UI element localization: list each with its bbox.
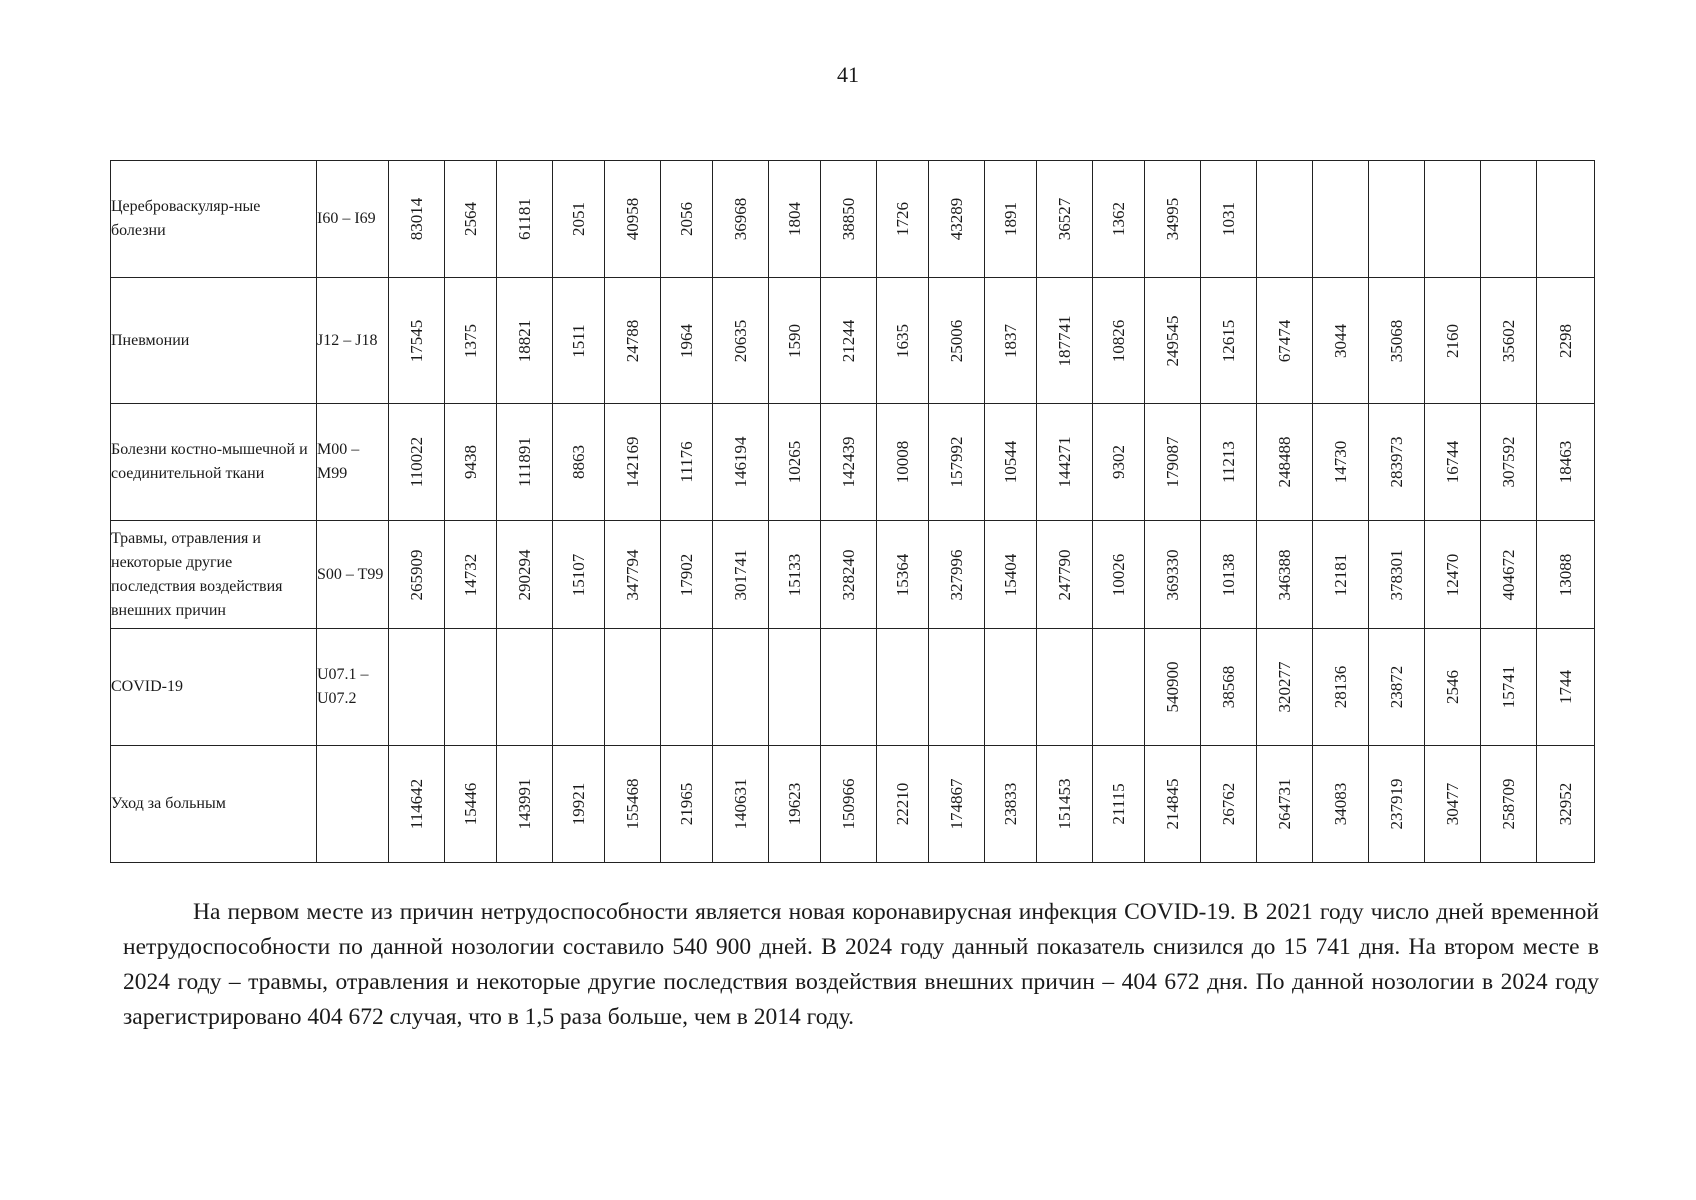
cell-value: 143991 <box>514 778 534 830</box>
cell-value: 10826 <box>1108 319 1128 362</box>
table-cell <box>1369 746 1425 863</box>
row-icd-code <box>317 746 389 863</box>
table-cell <box>605 161 661 278</box>
cell-value: 18821 <box>514 319 534 362</box>
cell-value: 540900 <box>1162 661 1182 713</box>
cell-value: 43289 <box>946 197 966 241</box>
table-cell <box>1537 521 1595 629</box>
table-cell <box>821 161 877 278</box>
cell-value: 40958 <box>622 197 642 241</box>
table-cell <box>605 278 661 404</box>
table-cell <box>821 521 877 629</box>
cell-value: 1837 <box>1000 323 1020 358</box>
table-cell <box>1313 521 1369 629</box>
cell-value: 17902 <box>676 553 696 596</box>
cell-value: 35602 <box>1498 319 1518 362</box>
cell-value: 36968 <box>730 197 750 241</box>
table-cell <box>1481 161 1537 278</box>
table-cell <box>553 404 605 521</box>
cell-value: 2564 <box>460 202 480 236</box>
cell-value: 11176 <box>676 441 696 483</box>
cell-value: 32952 <box>1555 782 1575 826</box>
table-cell <box>769 629 821 746</box>
table-row <box>111 629 1595 746</box>
table-cell <box>1425 161 1481 278</box>
cell-value: 15107 <box>568 553 588 596</box>
table-cell <box>1201 521 1257 629</box>
cell-value: 3044 <box>1330 323 1350 358</box>
table-cell <box>929 521 985 629</box>
cell-value: 114642 <box>406 778 426 830</box>
table-cell <box>1481 404 1537 521</box>
body-paragraph: На первом месте из причин нетрудоспособности является новая коронавирусная инфекция COVID-19. В 2021 году число дней временной нетрудоспособности по данной нозологии составило 540 900 дней. В 2024 году данный показатель снизился до 15 741 дня. На втором месте в 2024 году – травмы, отравления и некоторые другие последствия воздействия внешних причин – 404 672 дня. По данной нозологии в 2024 году зарегистрировано 404 672 случая, что в 1,5 раза больше, чем в 2014 году. <box>123 899 1599 1030</box>
table-cell <box>389 629 445 746</box>
table-cell <box>1201 629 1257 746</box>
cell-value: 15364 <box>892 553 912 596</box>
cell-value: 25006 <box>946 319 966 362</box>
cell-value: 249545 <box>1162 315 1182 366</box>
cell-value: 144271 <box>1054 436 1074 488</box>
table-cell <box>1313 161 1369 278</box>
table-cell <box>1425 629 1481 746</box>
cell-value: 307592 <box>1498 436 1518 488</box>
table-cell <box>497 278 553 404</box>
cell-value: 248488 <box>1274 436 1294 488</box>
table-cell <box>1313 278 1369 404</box>
cell-value: 179087 <box>1162 436 1182 488</box>
table-cell <box>497 629 553 746</box>
table-cell <box>1369 404 1425 521</box>
table-row <box>111 746 1595 863</box>
table-cell <box>1537 629 1595 746</box>
row-icd-code: U07.1 – U07.2 <box>317 629 389 746</box>
table-cell <box>1145 521 1201 629</box>
table-cell <box>1093 161 1145 278</box>
table-cell <box>769 521 821 629</box>
cell-value: 2160 <box>1442 323 1462 358</box>
cell-value: 1590 <box>784 323 804 358</box>
cell-value: 15741 <box>1498 665 1518 709</box>
cell-value: 2298 <box>1555 323 1575 358</box>
cell-value: 67474 <box>1274 319 1294 362</box>
table-cell <box>713 746 769 863</box>
table-row <box>111 161 1595 278</box>
table-cell <box>661 629 713 746</box>
cell-value: 301741 <box>730 549 750 600</box>
table-cell <box>713 278 769 404</box>
table-cell <box>1257 629 1313 746</box>
cell-value: 1511 <box>568 323 588 358</box>
table-cell <box>1145 278 1201 404</box>
cell-value: 1635 <box>892 323 912 358</box>
cell-value: 34995 <box>1162 197 1182 241</box>
cell-value: 328240 <box>838 549 858 600</box>
table-cell <box>877 521 929 629</box>
cell-value: 20635 <box>730 319 750 362</box>
table-cell <box>1201 746 1257 863</box>
table-cell <box>1145 161 1201 278</box>
table-cell <box>769 404 821 521</box>
cell-value: 140631 <box>730 778 750 830</box>
cell-value: 12470 <box>1442 553 1462 596</box>
table-cell <box>929 161 985 278</box>
table-cell <box>929 404 985 521</box>
cell-value: 14732 <box>460 553 480 596</box>
table-cell <box>389 521 445 629</box>
cell-value: 2546 <box>1442 670 1462 704</box>
cell-value: 151453 <box>1054 778 1074 830</box>
table-cell <box>1201 404 1257 521</box>
table-cell <box>1313 629 1369 746</box>
table-cell <box>1481 746 1537 863</box>
cell-value: 2056 <box>676 202 696 236</box>
table-cell <box>1369 161 1425 278</box>
table-cell <box>1537 161 1595 278</box>
row-icd-code: S00 – T99 <box>317 521 389 629</box>
table-cell <box>713 521 769 629</box>
cell-value: 12615 <box>1218 319 1238 362</box>
table-cell <box>1037 521 1093 629</box>
cell-value: 214845 <box>1162 778 1182 830</box>
row-disease-name: Уход за больным <box>111 746 317 863</box>
cell-value: 1362 <box>1108 202 1128 236</box>
table-cell <box>1425 746 1481 863</box>
row-icd-code: J12 – J18 <box>317 278 389 404</box>
cell-value: 187741 <box>1054 315 1074 366</box>
table-cell <box>661 521 713 629</box>
cell-value: 1891 <box>1000 202 1020 236</box>
cell-value: 237919 <box>1386 778 1406 830</box>
table-cell <box>985 746 1037 863</box>
cell-value: 26762 <box>1218 782 1238 826</box>
table-cell <box>1037 278 1093 404</box>
row-disease-name: Пневмонии <box>111 278 317 404</box>
table-cell <box>1093 629 1145 746</box>
cell-value: 15404 <box>1000 553 1020 596</box>
cell-value: 1031 <box>1218 202 1238 236</box>
cell-value: 265909 <box>406 549 426 600</box>
cell-value: 23872 <box>1386 665 1406 709</box>
table-cell <box>605 521 661 629</box>
cell-value: 142169 <box>622 436 642 488</box>
table-cell <box>713 404 769 521</box>
table-cell <box>445 278 497 404</box>
cell-value: 19623 <box>784 782 804 826</box>
table-cell <box>661 746 713 863</box>
table-cell <box>1425 404 1481 521</box>
cell-value: 1744 <box>1555 670 1575 704</box>
table-cell <box>605 404 661 521</box>
table-cell <box>497 746 553 863</box>
table-cell <box>1093 404 1145 521</box>
table-cell <box>1257 746 1313 863</box>
table-cell <box>1537 278 1595 404</box>
table-cell <box>929 746 985 863</box>
cell-value: 35068 <box>1386 319 1406 362</box>
cell-value: 378301 <box>1386 549 1406 600</box>
cell-value: 1964 <box>676 323 696 358</box>
table-cell <box>1537 746 1595 863</box>
cell-value: 34083 <box>1330 782 1350 826</box>
cell-value: 110022 <box>406 436 426 488</box>
cell-value: 23833 <box>1000 782 1020 826</box>
table-cell <box>821 629 877 746</box>
table-cell <box>1369 278 1425 404</box>
cell-value: 10008 <box>892 440 912 484</box>
table-cell <box>389 161 445 278</box>
table-cell <box>1257 161 1313 278</box>
cell-value: 157992 <box>946 436 966 488</box>
table-cell <box>389 278 445 404</box>
cell-value: 30477 <box>1442 782 1462 826</box>
cell-value: 347794 <box>622 549 642 600</box>
table-cell <box>1201 161 1257 278</box>
table-cell <box>985 278 1037 404</box>
cell-value: 10544 <box>1000 440 1020 484</box>
cell-value: 36527 <box>1054 197 1074 241</box>
row-disease-name: Цереброваскуляр-ные болезни <box>111 161 317 278</box>
table-cell <box>1481 278 1537 404</box>
table-row <box>111 404 1595 521</box>
cell-value: 21244 <box>838 319 858 362</box>
table-cell <box>985 404 1037 521</box>
table-cell <box>1369 521 1425 629</box>
table-cell <box>985 521 1037 629</box>
table-cell <box>1093 746 1145 863</box>
table-cell <box>821 278 877 404</box>
table-cell <box>1037 404 1093 521</box>
table-cell <box>713 161 769 278</box>
table-cell <box>877 404 929 521</box>
row-disease-name: Травмы, отравления и некоторые другие последствия воздействия внешних причин <box>111 521 317 629</box>
table-cell <box>661 278 713 404</box>
cell-value: 1375 <box>460 323 480 358</box>
table-cell <box>1145 404 1201 521</box>
cell-value: 320277 <box>1274 661 1294 713</box>
cell-value: 327996 <box>946 549 966 600</box>
cell-value: 83014 <box>406 197 426 241</box>
cell-value: 1804 <box>784 202 804 236</box>
table-cell <box>605 629 661 746</box>
table-row <box>111 521 1595 629</box>
table-cell <box>445 521 497 629</box>
table-cell <box>769 746 821 863</box>
table-cell <box>1425 278 1481 404</box>
table-cell <box>1037 161 1093 278</box>
cell-value: 24788 <box>622 319 642 362</box>
table-cell <box>877 278 929 404</box>
table-cell <box>553 746 605 863</box>
cell-value: 12181 <box>1330 553 1350 596</box>
cell-value: 142439 <box>838 436 858 488</box>
cell-value: 13088 <box>1555 553 1575 596</box>
table-cell <box>389 404 445 521</box>
table-cell <box>769 278 821 404</box>
table-cell <box>713 629 769 746</box>
table-cell <box>1257 404 1313 521</box>
table-cell <box>1481 629 1537 746</box>
table-cell <box>553 629 605 746</box>
cell-value: 18463 <box>1555 440 1575 484</box>
table-cell <box>985 161 1037 278</box>
cell-value: 38568 <box>1218 665 1238 709</box>
cell-value: 369330 <box>1162 549 1182 600</box>
table-cell <box>1145 746 1201 863</box>
cell-value: 38850 <box>838 197 858 241</box>
cell-value: 19921 <box>568 782 588 826</box>
cell-value: 150966 <box>838 778 858 830</box>
table-cell <box>1257 278 1313 404</box>
table-cell <box>1313 746 1369 863</box>
table-cell <box>445 404 497 521</box>
row-disease-name: COVID-19 <box>111 629 317 746</box>
table-cell <box>1093 521 1145 629</box>
cell-value: 264731 <box>1274 778 1294 830</box>
table-cell <box>497 404 553 521</box>
table-cell <box>929 278 985 404</box>
cell-value: 174867 <box>946 778 966 830</box>
cell-value: 8863 <box>568 445 588 479</box>
cell-value: 10026 <box>1108 553 1128 596</box>
table-cell <box>877 161 929 278</box>
table-cell <box>1313 404 1369 521</box>
table-cell <box>1537 404 1595 521</box>
table-cell <box>445 629 497 746</box>
table-cell <box>929 629 985 746</box>
table-cell <box>1037 629 1093 746</box>
cell-value: 21965 <box>676 782 696 826</box>
cell-value: 146194 <box>730 436 750 488</box>
table-cell <box>1481 521 1537 629</box>
table-cell <box>1257 521 1313 629</box>
morbidity-table <box>110 160 1595 863</box>
table-cell <box>553 521 605 629</box>
table-cell <box>553 161 605 278</box>
cell-value: 17545 <box>406 319 426 362</box>
cell-value: 28136 <box>1330 665 1350 709</box>
table-cell <box>877 629 929 746</box>
cell-value: 258709 <box>1498 778 1518 830</box>
page-number: 41 <box>837 62 859 87</box>
cell-value: 2051 <box>568 202 588 236</box>
cell-value: 10138 <box>1218 553 1238 596</box>
cell-value: 16744 <box>1442 440 1462 484</box>
cell-value: 290294 <box>514 549 534 600</box>
cell-value: 10265 <box>784 440 804 484</box>
table-cell <box>497 521 553 629</box>
table-cell <box>821 404 877 521</box>
table-cell <box>1037 746 1093 863</box>
table-cell <box>389 746 445 863</box>
table-cell <box>1201 278 1257 404</box>
cell-value: 155468 <box>622 778 642 830</box>
table-cell <box>1425 521 1481 629</box>
cell-value: 22210 <box>892 782 912 826</box>
table-cell <box>1145 629 1201 746</box>
table-row <box>111 278 1595 404</box>
table-cell <box>661 161 713 278</box>
table-cell <box>445 746 497 863</box>
table-cell <box>553 278 605 404</box>
cell-value: 404672 <box>1498 549 1518 600</box>
cell-value: 247790 <box>1054 549 1074 600</box>
row-disease-name: Болезни костно-мышечной и соединительной ткани <box>111 404 317 521</box>
cell-value: 9302 <box>1108 445 1128 479</box>
cell-value: 21115 <box>1108 783 1128 825</box>
cell-value: 283973 <box>1386 436 1406 488</box>
row-icd-code: I60 – I69 <box>317 161 389 278</box>
cell-value: 111891 <box>514 437 534 487</box>
table-cell <box>877 746 929 863</box>
cell-value: 61181 <box>514 198 534 240</box>
cell-value: 1726 <box>892 202 912 236</box>
table-cell <box>497 161 553 278</box>
table-cell <box>605 746 661 863</box>
table-cell <box>1093 278 1145 404</box>
table-cell <box>821 746 877 863</box>
table-cell <box>985 629 1037 746</box>
table-cell <box>445 161 497 278</box>
table-cell <box>661 404 713 521</box>
cell-value: 15446 <box>460 782 480 826</box>
cell-value: 15133 <box>784 553 804 596</box>
cell-value: 9438 <box>460 445 480 479</box>
table-cell <box>1369 629 1425 746</box>
cell-value: 346388 <box>1274 549 1294 600</box>
cell-value: 11213 <box>1218 441 1238 483</box>
row-icd-code: M00 – M99 <box>317 404 389 521</box>
cell-value: 14730 <box>1330 440 1350 484</box>
table-cell <box>769 161 821 278</box>
